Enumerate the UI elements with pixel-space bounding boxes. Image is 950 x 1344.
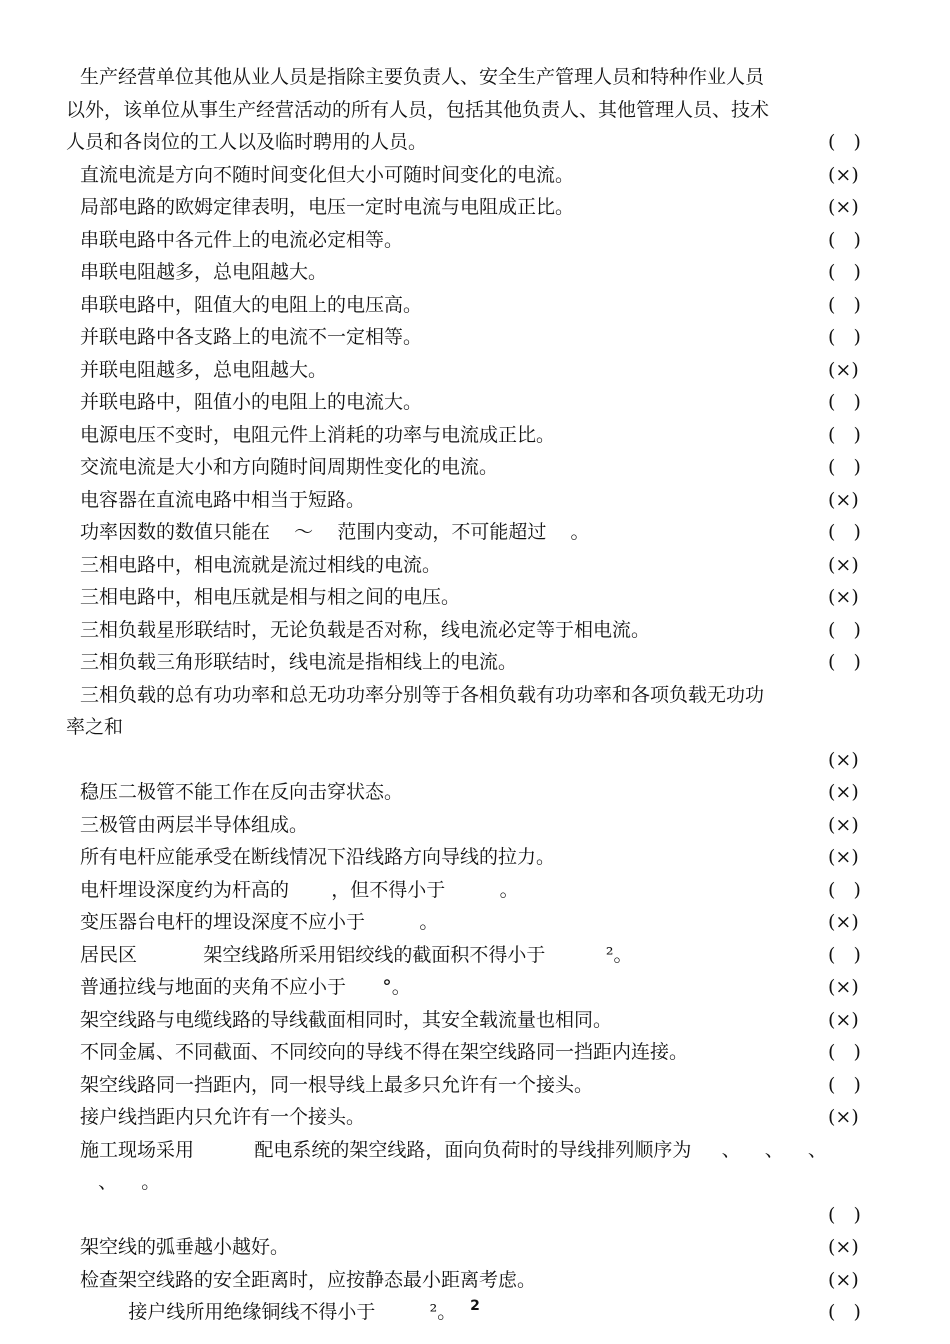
answer-mark: (×) [828, 488, 859, 511]
question-line: 交流电流是大小和方向随时间周期性变化的电流。 [80, 456, 499, 478]
question-line: 居民区 架空线路所采用铝绞线的截面积不得小于 ²。 [80, 943, 633, 966]
answer-mark: (×) [828, 586, 859, 608]
question-line: 串联电阻越多，总电阻越大。 [80, 261, 328, 283]
question-line: 人员和各岗位的工人以及临时聘用的人员。 [66, 131, 428, 153]
question-line: 、 。 [80, 1171, 161, 1193]
question-line: 串联电路中各元件上的电流必定相等。 [80, 228, 404, 251]
answer-mark: ( ) [828, 326, 861, 348]
answer-mark: ( ) [828, 521, 861, 543]
question-line: 稳压二极管不能工作在反向击穿状态。 [80, 781, 404, 803]
answer-mark: (×) [828, 813, 859, 836]
question-line: 三相负载三角形联结时，线电流是指相线上的电流。 [80, 651, 518, 673]
question-line: 接户线挡距内只允许有一个接头。 [80, 1106, 366, 1128]
answer-mark: (×) [828, 846, 859, 868]
question-line: 不同金属、不同截面、不同绞向的导线不得在架空线路同一挡距内连接。 [80, 1041, 689, 1063]
answer-mark: ( ) [828, 131, 861, 153]
answer-mark: ( ) [828, 423, 861, 446]
question-line: 施工现场采用 配电系统的架空线路，面向负荷时的导线排列顺序为 、 、 、 [80, 1138, 827, 1161]
answer-mark: ( ) [828, 391, 861, 413]
question-line: 并联电路中各支路上的电流不一定相等。 [80, 326, 423, 348]
question-line: 功率因数的数值只能在 ～ 范围内变动，不可能超过 。 [80, 521, 590, 543]
question-line: 电杆埋设深度约为杆高的 ，但不得小于 。 [80, 878, 519, 901]
page-number: 2 [470, 1298, 480, 1314]
answer-mark: (×) [828, 163, 859, 186]
question-line: 电源电压不变时，电阻元件上消耗的功率与电流成正比。 [80, 423, 556, 446]
answer-mark: (×) [828, 1236, 859, 1258]
answer-mark: ( ) [828, 943, 861, 966]
answer-mark: ( ) [828, 1041, 861, 1063]
answer-mark: (×) [828, 781, 859, 803]
answer-mark: ( ) [828, 651, 861, 673]
answer-mark: ( ) [828, 261, 861, 283]
answer-mark: ( ) [828, 293, 861, 316]
question-line: 接户线所用绝缘铜线不得小于 ²。 [80, 1301, 457, 1323]
answer-mark: ( ) [828, 618, 861, 641]
question-line: 串联电路中，阻值大的电阻上的电压高。 [80, 293, 423, 316]
question-line: 架空线路同一挡距内，同一根导线上最多只允许有一个接头。 [80, 1073, 594, 1096]
question-line: 局部电路的欧姆定律表明，电压一定时电流与电阻成正比。 [80, 196, 575, 218]
answer-mark: (×) [828, 748, 859, 771]
question-line: 所有电杆应能承受在断线情况下沿线路方向导线的拉力。 [80, 846, 556, 868]
answer-mark: (×) [828, 911, 859, 933]
answer-mark: ( ) [828, 878, 861, 901]
question-line: 三相负载的总有功功率和总无功功率分别等于各相负载有功功率和各项负载无功功 [80, 683, 765, 706]
answer-mark: (×) [828, 553, 859, 576]
question-line: 并联电阻越多，总电阻越大。 [80, 358, 328, 381]
answer-mark: ( ) [828, 1073, 861, 1096]
question-line: 率之和 [66, 716, 124, 738]
question-line: 生产经营单位其他从业人员是指除主要负责人、安全生产管理人员和特种作业人员 [80, 66, 765, 88]
question-line: 检查架空线路的安全距离时，应按静态最小距离考虑。 [80, 1268, 537, 1291]
question-line: 普通拉线与地面的夹角不应小于 °。 [80, 976, 411, 998]
question-line: 三相负载星形联结时，无论负载是否对称，线电流必定等于相电流。 [80, 618, 651, 641]
question-line: 直流电流是方向不随时间变化但大小可随时间变化的电流。 [80, 163, 575, 186]
answer-mark: ( ) [828, 456, 861, 478]
question-line: 并联电路中，阻值小的电阻上的电流大。 [80, 391, 423, 413]
question-line: 电容器在直流电路中相当于短路。 [80, 488, 366, 511]
question-line: 架空线路与电缆线路的导线截面相同时，其安全载流量也相同。 [80, 1008, 613, 1031]
answer-mark: (×) [828, 1268, 859, 1291]
answer-mark: (×) [828, 976, 859, 998]
question-line: 以外，该单位从事生产经营活动的所有人员，包括其他负责人、其他管理人员、技术 [66, 98, 770, 121]
answer-mark: ( ) [828, 1203, 861, 1226]
answer-mark: (×) [828, 358, 859, 381]
question-line: 三极管由两层半导体组成。 [80, 813, 309, 836]
question-line: 变压器台电杆的埋设深度不应小于 。 [80, 911, 439, 933]
answer-mark: (×) [828, 1008, 859, 1031]
answer-mark: (×) [828, 196, 859, 218]
answer-mark: ( ) [828, 228, 861, 251]
question-line: 三相电路中，相电压就是相与相之间的电压。 [80, 586, 461, 608]
answer-mark: (×) [828, 1106, 859, 1128]
answer-mark: ( ) [828, 1301, 861, 1323]
question-line: 三相电路中，相电流就是流过相线的电流。 [80, 553, 442, 576]
question-line: 架空线的弧垂越小越好。 [80, 1236, 290, 1258]
